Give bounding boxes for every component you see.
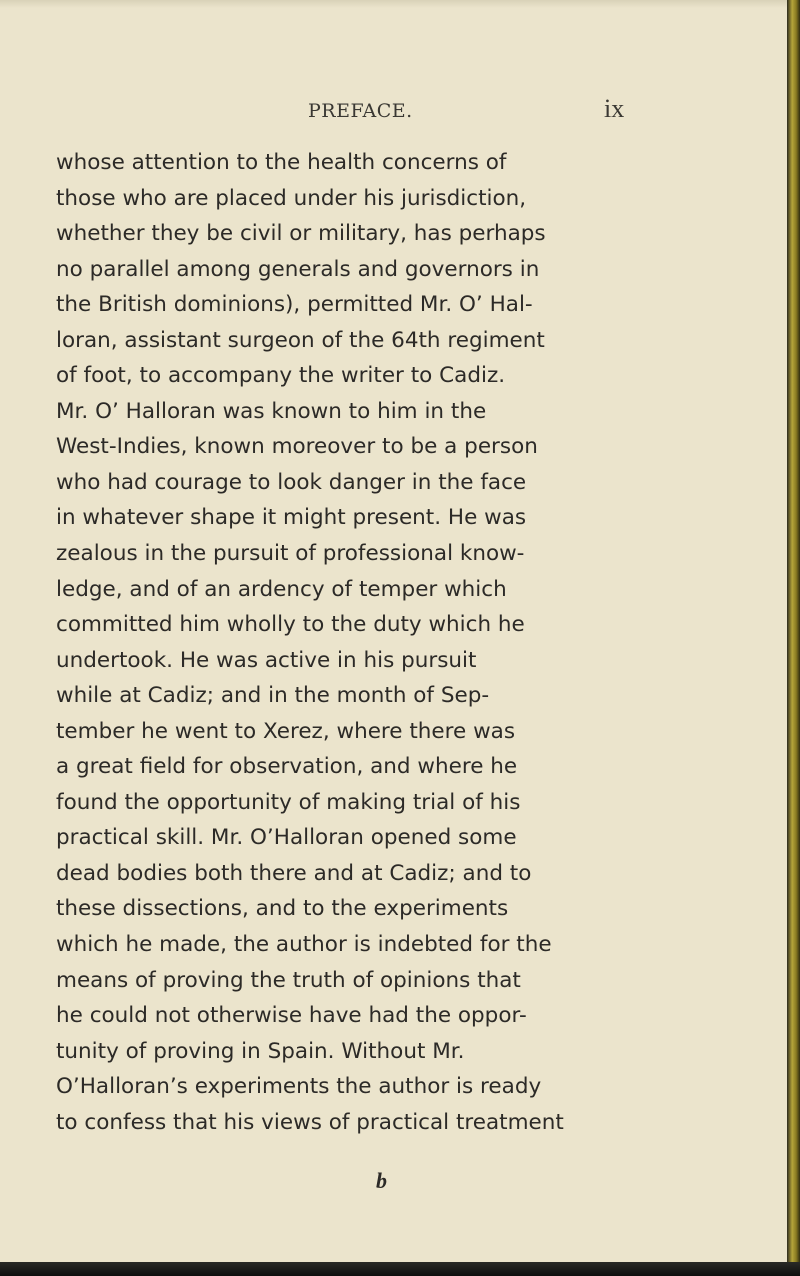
text-line: which he made, the author is indebted for the xyxy=(56,932,552,958)
text-line: O’Halloran’s experiments the author is ready xyxy=(56,1074,542,1100)
text-line: a great field for observation, and where he xyxy=(56,754,518,780)
text-line: whose attention to the health concerns of xyxy=(56,150,507,175)
text-line: means of proving the truth of opinions that xyxy=(56,967,521,993)
text-line: those who are placed under his jurisdiction, xyxy=(56,185,527,211)
text-line: these dissections, and to the experiments xyxy=(56,896,509,922)
text-line: ledge, and of an ardency of temper which xyxy=(56,576,507,602)
text-line: tember he went to Xerez, where there was xyxy=(56,718,516,744)
text-line: tunity of proving in Spain. Without Mr. xyxy=(56,1038,465,1064)
text-line: committed him wholly to the duty which he xyxy=(56,612,525,638)
text-line: in whatever shape it might present. He was xyxy=(56,505,527,531)
running-head: PREFACE. xyxy=(308,100,413,122)
text-line: Mr. O’ Halloran was known to him in the xyxy=(56,398,487,424)
text-line: undertook. He was active in his pursuit xyxy=(56,647,477,673)
body-text xyxy=(56,145,676,1140)
book-fore-edge xyxy=(787,0,800,1276)
text-line: he could not otherwise have had the oppor- xyxy=(56,1003,527,1029)
signature-mark: b xyxy=(376,1168,387,1193)
text-line: while at Cadiz; and in the month of Sep- xyxy=(56,683,490,709)
scan-bottom-edge xyxy=(0,1262,800,1276)
text-line: practical skill. Mr. O’Halloran opened some xyxy=(56,825,517,851)
text-line: of foot, to accompany the writer to Cadiz. xyxy=(56,363,506,389)
page-top-shadow xyxy=(0,0,787,8)
page-header xyxy=(0,94,787,132)
text-line: no parallel among generals and governors in xyxy=(56,256,540,282)
text-line: whether they be civil or military, has perhaps xyxy=(56,221,546,247)
text-line: zealous in the pursuit of professional know- xyxy=(56,541,525,567)
text-line: loran, assistant surgeon of the 64th regiment xyxy=(56,327,545,353)
text-line: to confess that his views of practical treatment xyxy=(56,1109,564,1135)
text-line: the British dominions), permitted Mr. O’ Hal- xyxy=(56,292,533,318)
text-line: West-Indies, known moreover to be a person xyxy=(56,434,538,460)
text-line: dead bodies both there and at Cadiz; and to xyxy=(56,860,532,886)
page-number: ix xyxy=(604,94,625,123)
text-line: who had courage to look danger in the face xyxy=(56,469,527,495)
text-line: found the opportunity of making trial of his xyxy=(56,789,521,815)
